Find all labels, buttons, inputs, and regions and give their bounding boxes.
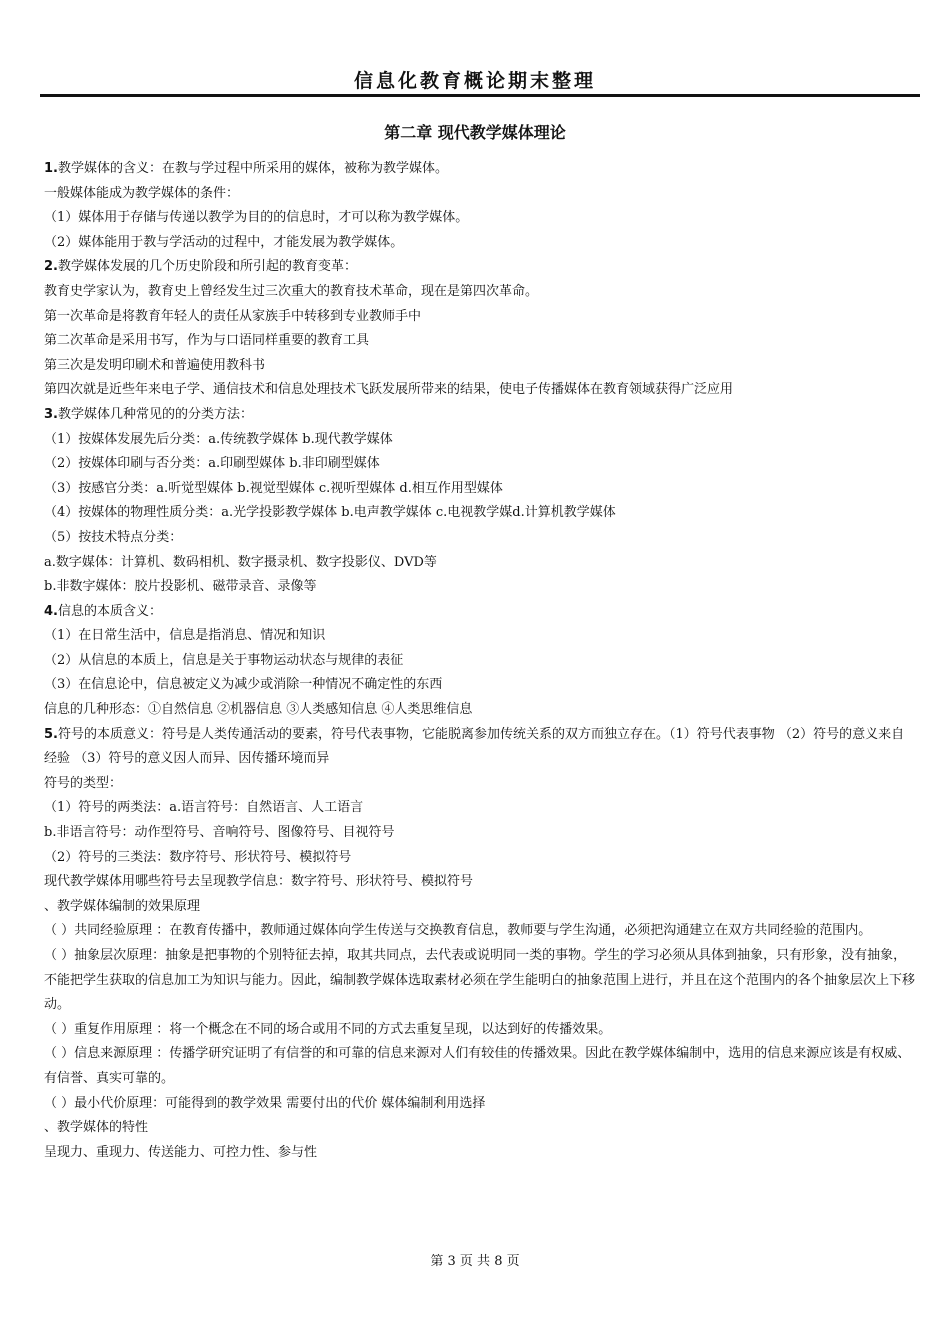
line-text: 符号的类型： <box>44 775 123 791</box>
text-line <box>44 452 917 477</box>
line-text: （ ）信息来源原理 ：传播学研究证明了有信誉的和可靠的信息来源对人们有较佳的传播效果。因此在教学媒体编制中，选用的信息来源应该是有权威、有信誉、真实可靠的。 <box>44 1046 911 1086</box>
line-text: （4）按媒体的物理性质分类：a.光学投影教学媒体 b.电声教学媒体 c.电视教学媒d.计算机教学媒体 <box>44 505 616 521</box>
line-text: 教育史学家认为，教育史上曾经发生过三次重大的教育技术革命，现在是第四次革命。 <box>44 283 539 299</box>
line-text: （1）在日常生活中，信息是指消息、情况和知识 <box>44 628 326 644</box>
text-line <box>44 280 917 305</box>
section-number: 5. <box>44 726 58 742</box>
line-text: 第三次是发明印刷术和普遍使用教科书 <box>44 357 266 373</box>
header-rule <box>40 94 920 97</box>
section-number: 3. <box>44 406 58 422</box>
line-text: （ ）最小代价原理：可能得到的教学效果 需要付出的代价 媒体编制利用选择 <box>44 1095 486 1111</box>
text-line <box>44 1141 917 1166</box>
text-line <box>44 1018 917 1043</box>
text-line <box>44 624 917 649</box>
line-text: （1）按媒体发展先后分类：a.传统教学媒体 b.现代教学媒体 <box>44 431 393 447</box>
line-text: （ ）重复作用原理 ：将一个概念在不同的场合或用不同的方式去重复呈现，以达到好的传播效果。 <box>44 1021 612 1037</box>
line-text: 第一次革命是将教育年轻人的责任从家族手中转移到专业教师手中 <box>44 308 422 324</box>
line-text: （2）从信息的本质上，信息是关于事物运动状态与规律的表征 <box>44 652 404 668</box>
text-line <box>44 477 917 502</box>
text-line <box>44 846 917 871</box>
chapter-title: 第二章 现代教学媒体理论 <box>384 123 566 142</box>
text-line <box>44 919 917 944</box>
section-heading-line <box>44 403 917 428</box>
line-text: （1）媒体用于存储与传递以教学为目的的信息时，才可以称为教学媒体。 <box>44 210 469 226</box>
section-heading-line <box>44 157 917 182</box>
text-line <box>44 870 917 895</box>
line-text: 、教学媒体的特性 <box>44 1120 149 1136</box>
section-number: 1. <box>44 161 58 176</box>
line-text: （2）符号的三类法：数序符号、形状符号、模拟符号 <box>44 849 352 865</box>
section-number: 2. <box>44 259 58 275</box>
text-line <box>44 551 917 576</box>
text-line <box>44 1116 917 1141</box>
text-line <box>44 1042 917 1091</box>
line-text: 信息的几种形态：①自然信息 ②机器信息 ③人类感知信息 ④人类思维信息 <box>44 702 473 718</box>
document-body <box>44 157 917 1165</box>
line-text: b.非数字媒体：胶片投影机、磁带录音、录像等 <box>44 579 317 595</box>
line-text: 现代教学媒体用哪些符号去呈现教学信息：数字符号、形状符号、模拟符号 <box>44 874 474 890</box>
text-line <box>44 182 917 207</box>
text-line <box>44 895 917 920</box>
line-text: 教学媒体发展的几个历史阶段和所引起的教育变革： <box>57 259 357 275</box>
text-line <box>44 501 917 526</box>
line-text: 教学媒体几种常见的的分类方法： <box>57 406 253 422</box>
line-text: b.非语言符号：动作型符号、音响符号、图像符号、目视符号 <box>44 825 395 841</box>
line-text: （3）按感官分类：a.听觉型媒体 b.视觉型媒体 c.视听型媒体 d.相互作用型媒体 <box>44 480 503 496</box>
text-line <box>44 428 917 453</box>
line-text: 呈现力、重现力、传送能力、可控力性、参与性 <box>44 1144 318 1160</box>
line-text: （5）按技术特点分类： <box>44 529 183 545</box>
line-text: （3）在信息论中，信息被定义为减少或消除一种情况不确定性的东西 <box>44 677 443 693</box>
line-text: 教学媒体的含义：在教与学过程中所采用的媒体，被称为教学媒体。 <box>57 161 448 176</box>
line-text: 、教学媒体编制的效果原理 <box>44 898 201 914</box>
text-line <box>44 378 917 403</box>
text-line <box>44 698 917 723</box>
text-line <box>44 796 917 821</box>
section-heading-line <box>44 723 917 772</box>
line-text: 符号的本质意义：符号是人类传通活动的要素，符号代表事物，它能脱离参加传统关系的双方而独立存在。（1）符号代表事物 （2）符号的意义来自经验 （3）符号的意义因人而异、因传播环境而异 <box>44 726 905 767</box>
text-line <box>44 649 917 674</box>
text-line <box>44 305 917 330</box>
text-line <box>44 673 917 698</box>
text-line <box>44 772 917 797</box>
line-text: （1）符号的两类法：a.语言符号：自然语言、人工语言 <box>44 800 364 816</box>
header-title: 信息化教育概论期末整理 <box>353 70 596 92</box>
text-line <box>44 329 917 354</box>
line-text: （ ）抽象层次原理：抽象是把事物的个别特征去掉，取其共同点，去代表或说明同一类的事物。学生的学习必须从具体到抽象，只有形象，没有抽象，不能把学生获取的信息加工为知识与能力。因此，编制教学媒体选取素材必须在学生能明白的抽象范围上进行，并且在这个范围内的各个抽象层次上下移动。 <box>44 948 916 1013</box>
line-text: 一般媒体能成为教学媒体的条件： <box>44 185 240 201</box>
line-text: 第二次革命是采用书写，作为与口语同样重要的教育工具 <box>44 333 370 349</box>
text-line <box>44 231 917 256</box>
section-number: 4. <box>44 603 58 619</box>
section-heading-line <box>44 255 917 280</box>
text-line <box>44 944 917 1018</box>
line-text: 第四次就是近些年来电子学、通信技术和信息处理技术飞跃发展所带来的结果，使电子传播媒体在教育领域获得广泛应用 <box>44 382 734 398</box>
line-text: 信息的本质含义： <box>57 603 162 619</box>
page-footer: 第 3 页 共 8 页 <box>430 1254 520 1269</box>
line-text: a.数字媒体：计算机、数码相机、数字摄录机、数字投影仪、DVD等 <box>44 554 437 570</box>
text-line <box>44 526 917 551</box>
line-text: （ ）共同经验原理 ：在教育传播中，教师通过媒体向学生传送与交换教育信息，教师要与学生沟通，必须把沟通建立在双方共同经验的范围内。 <box>44 923 872 939</box>
text-line <box>44 1092 917 1117</box>
text-line <box>44 354 917 379</box>
text-line <box>44 206 917 231</box>
line-text: （2）媒体能用于教与学活动的过程中，才能发展为教学媒体。 <box>44 234 404 250</box>
section-heading-line <box>44 600 917 625</box>
line-text: （2）按媒体印刷与否分类：a.印刷型媒体 b.非印刷型媒体 <box>44 456 380 472</box>
text-line <box>44 821 917 846</box>
text-line <box>44 575 917 600</box>
